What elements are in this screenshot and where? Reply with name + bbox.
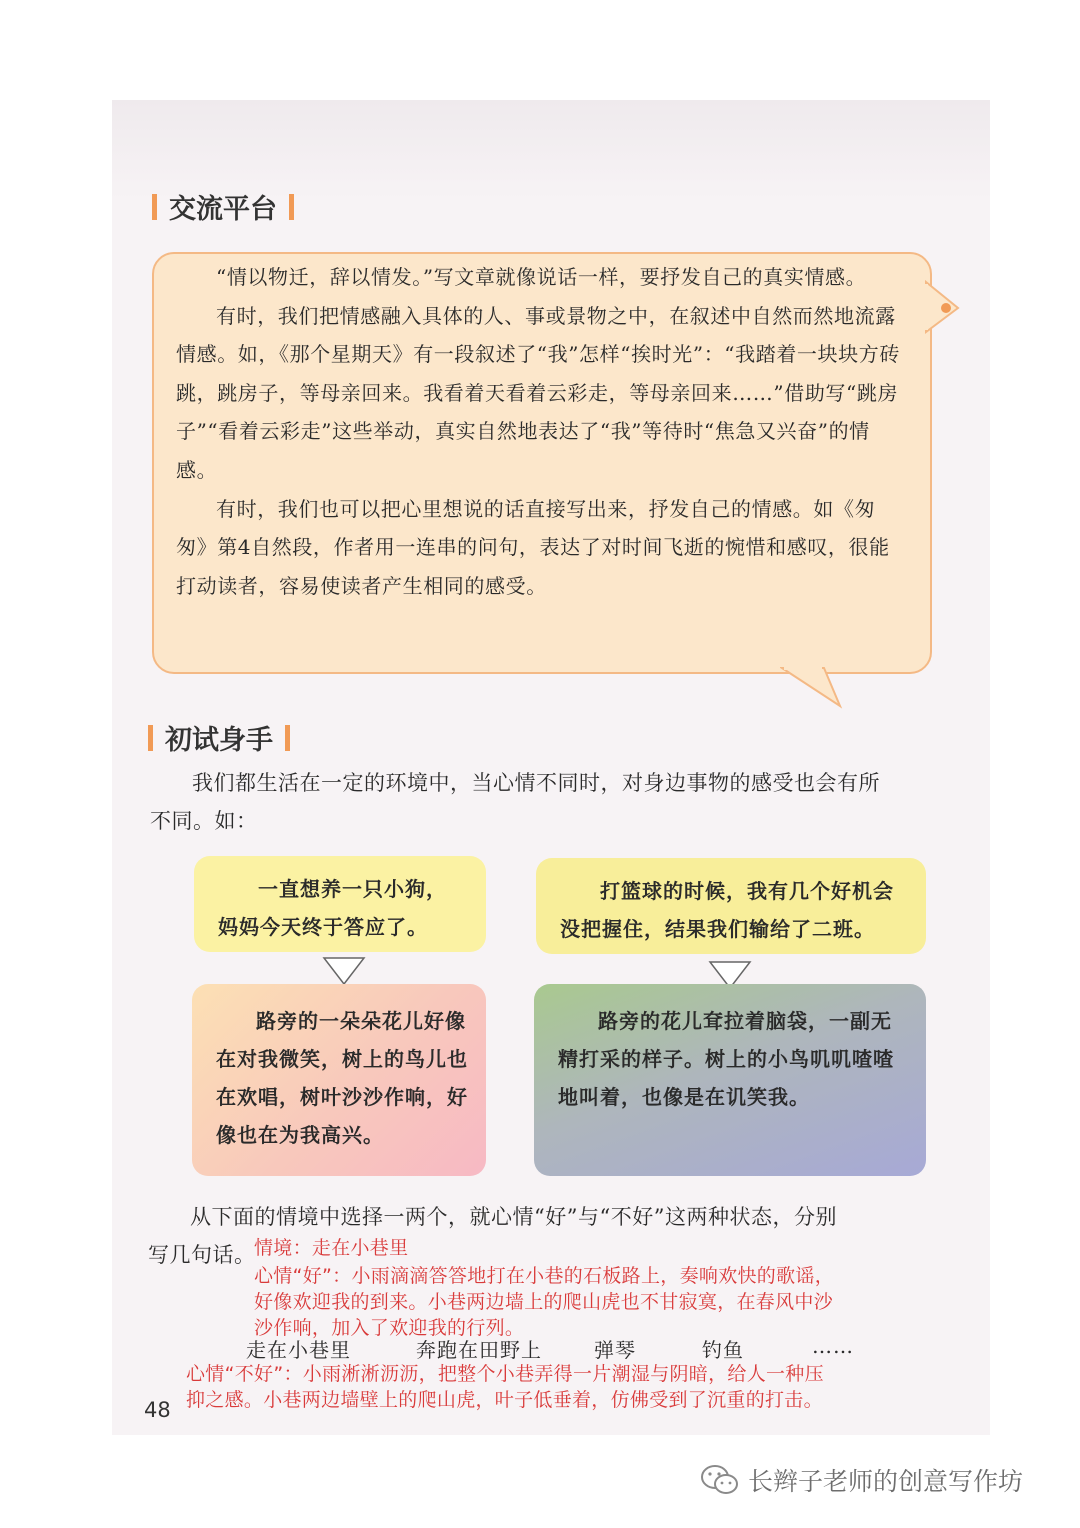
page-number: 48 [144, 1398, 171, 1422]
option-item: 钓鱼 [702, 1338, 744, 1362]
card-line: 打篮球的时候，我有几个好机会 [600, 879, 894, 903]
intro-line: 我们都生活在一定的环境中，当心情不同时，对身边事物的感受也会有所 [192, 771, 880, 795]
title-bar-icon [148, 725, 153, 751]
option-item: 走在小巷里 [246, 1338, 351, 1362]
situation-options [246, 1334, 854, 1363]
card-text: 路旁的一朵朵花儿好像在对我微笑，树上的鸟儿也在欢唱，树叶沙沙作响，好像也在为我高兴。 [216, 1009, 468, 1147]
mood-card-bad-feeling [534, 984, 926, 1176]
bubble-text [176, 258, 906, 605]
task-line: 写几句话。 [148, 1243, 256, 1267]
wechat-icon [700, 1463, 740, 1497]
intro-paragraph [150, 764, 940, 840]
card-line: 没把握住，结果我们输给了二班。 [560, 917, 875, 941]
bubble-paragraph: 有时，我们把情感融入具体的人、事或景物之中，在叙述中自然而然地流露情感。如，《那个星期天》有一段叙述了“我”怎样“挨时光”：“我踏着一块块方砖跳，跳房子，等母亲回来。我看着天看着云彩走，等母亲回来……”借助写“跳房子”“看着云彩走”这些举动，真实自然地表达了“我”等待时“焦急又兴奋”的情感。 [176, 303, 900, 482]
watermark [700, 1462, 1023, 1498]
bubble-tail-right-icon [924, 280, 964, 340]
bubble-paragraph: 有时，我们也可以把心里想说的话直接写出来，抒发自己的情感。如《匆匆》第4自然段，作者用一连串的问句，表达了对时间飞逝的惋惜和感叹，很能打动读者，容易使读者产生相同的感受。 [176, 496, 890, 598]
card-line: 一直想养一只小狗， [258, 877, 447, 901]
note-bad-line: 抑之感。小巷两边墙壁上的爬山虎，叶子低垂着，仿佛受到了沉重的打击。 [186, 1389, 823, 1411]
title-bar-icon [152, 194, 157, 220]
bubble-paragraph: “情以物迁，辞以情发。”写文章就像说话一样，要抒发自己的真实情感。 [216, 265, 867, 289]
watermark-text: 长辫子老师的创意写作坊 [748, 1467, 1024, 1496]
top-bleed [112, 100, 990, 200]
title-bar-icon [289, 194, 294, 220]
note-good-line: 心情“好”：小雨滴滴答答地打在小巷的石板路上，奏响欢快的歌谣， [254, 1265, 834, 1287]
option-item: 弹琴 [594, 1338, 636, 1362]
note-good-line: 沙作响，加入了欢迎我的行列。 [254, 1317, 525, 1339]
note-bad-line: 心情“不好”：小雨淅淅沥沥，把整个小巷弄得一片潮湿与阴暗，给人一种压 [186, 1363, 824, 1385]
section-title-exchange [152, 187, 294, 226]
intro-line: 不同。如： [150, 809, 258, 833]
mood-card-bad-event [536, 858, 926, 954]
title-bar-icon [285, 725, 290, 751]
section-title-text: 初试身手 [165, 725, 273, 756]
card-text: 路旁的花儿耷拉着脑袋，一副无精打采的样子。树上的小鸟叽叽喳喳地叫着，也像是在讥笑我。 [558, 1009, 894, 1109]
section-title-practice [148, 718, 290, 757]
note-situation: 情境：走在小巷里 [254, 1237, 409, 1259]
card-line: 妈妈今天终于答应了。 [218, 915, 428, 939]
down-arrow-icon [322, 956, 366, 986]
section-title-text: 交流平台 [169, 194, 277, 225]
mood-card-good-feeling [192, 984, 486, 1176]
mood-card-good-event [194, 856, 486, 952]
bubble-tail-bottom-icon [780, 666, 850, 710]
option-item: …… [812, 1334, 854, 1358]
option-item: 奔跑在田野上 [416, 1338, 542, 1362]
task-line: 从下面的情境中选择一两个，就心情“好”与“不好”这两种状态，分别 [190, 1205, 837, 1229]
note-good-line: 好像欢迎我的到来。小巷两边墙上的爬山虎也不甘寂寞，在春风中沙 [254, 1291, 834, 1313]
